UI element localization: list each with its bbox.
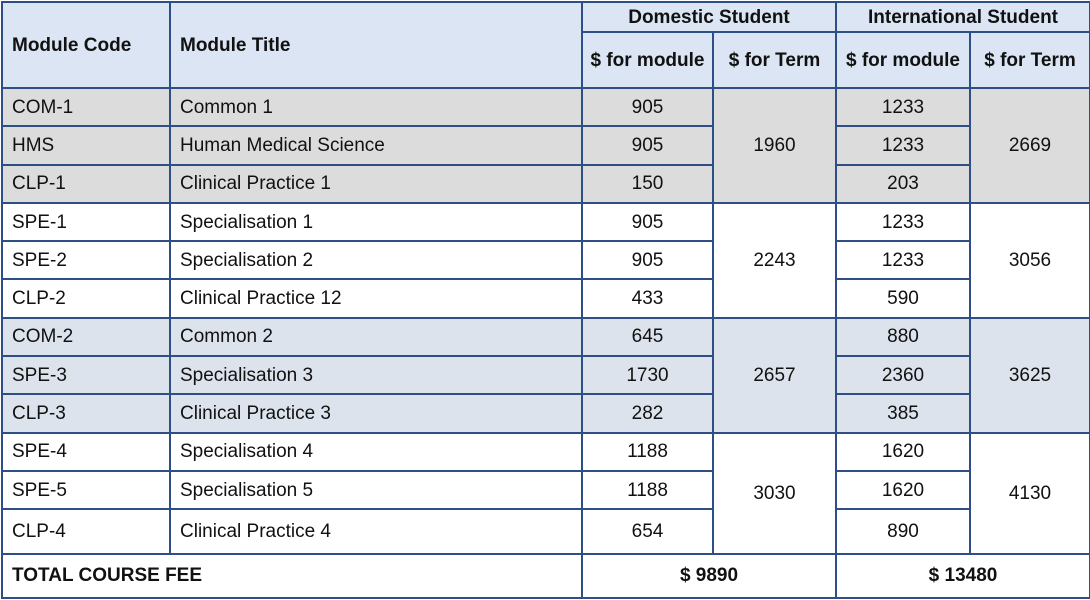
module-title: Common 1	[170, 88, 582, 126]
domestic-module-fee: 1188	[582, 433, 713, 471]
module-code: SPE-1	[2, 203, 170, 241]
module-code: COM-2	[2, 318, 170, 356]
module-title: Specialisation 5	[170, 471, 582, 509]
domestic-term-fee: 3030	[713, 433, 836, 554]
international-module-fee: 2360	[836, 356, 970, 394]
domestic-module-fee: 905	[582, 88, 713, 126]
table-row	[2, 241, 1090, 279]
domestic-module-fee: 905	[582, 241, 713, 279]
module-code: COM-1	[2, 88, 170, 126]
module-code: SPE-4	[2, 433, 170, 471]
international-module-fee: 590	[836, 279, 970, 317]
domestic-per-term-header: $ for Term	[713, 32, 836, 88]
table-row	[2, 165, 1090, 203]
table-row	[2, 203, 1090, 241]
module-code: CLP-4	[2, 509, 170, 553]
table-row	[2, 318, 1090, 356]
international-term-fee: 4130	[970, 433, 1090, 554]
table-row	[2, 356, 1090, 394]
module-title: Clinical Practice 4	[170, 509, 582, 553]
table-row	[2, 88, 1090, 126]
module-title: Specialisation 1	[170, 203, 582, 241]
module-code: SPE-3	[2, 356, 170, 394]
module-title-header: Module Title	[170, 2, 582, 88]
domestic-module-fee: 150	[582, 165, 713, 203]
domestic-term-fee: 1960	[713, 88, 836, 203]
international-module-fee: 890	[836, 509, 970, 553]
international-module-fee: 1233	[836, 126, 970, 164]
module-title: Specialisation 4	[170, 433, 582, 471]
module-title: Clinical Practice 12	[170, 279, 582, 317]
international-student-header: International Student	[836, 2, 1090, 32]
module-code: HMS	[2, 126, 170, 164]
total-row	[2, 554, 1090, 598]
domestic-per-module-header: $ for module	[582, 32, 713, 88]
table-row	[2, 279, 1090, 317]
module-code: SPE-2	[2, 241, 170, 279]
module-title: Clinical Practice 1	[170, 165, 582, 203]
domestic-term-fee: 2657	[713, 318, 836, 433]
domestic-module-fee: 433	[582, 279, 713, 317]
domestic-module-fee: 1188	[582, 471, 713, 509]
course-fee-table	[1, 1, 1090, 599]
international-module-fee: 1620	[836, 471, 970, 509]
international-module-fee: 1233	[836, 241, 970, 279]
domestic-module-fee: 1730	[582, 356, 713, 394]
table-row	[2, 126, 1090, 164]
total-course-fee-label: TOTAL COURSE FEE	[2, 554, 582, 598]
module-title: Specialisation 3	[170, 356, 582, 394]
international-module-fee: 1233	[836, 88, 970, 126]
module-code: CLP-2	[2, 279, 170, 317]
international-term-fee: 3625	[970, 318, 1090, 433]
international-module-fee: 1620	[836, 433, 970, 471]
international-module-fee: 1233	[836, 203, 970, 241]
module-code: CLP-1	[2, 165, 170, 203]
domestic-module-fee: 654	[582, 509, 713, 553]
module-title: Common 2	[170, 318, 582, 356]
international-module-fee: 385	[836, 394, 970, 432]
module-title: Human Medical Science	[170, 126, 582, 164]
international-term-fee: 2669	[970, 88, 1090, 203]
module-code-header: Module Code	[2, 2, 170, 88]
international-module-fee: 203	[836, 165, 970, 203]
domestic-total-fee: $ 9890	[582, 554, 836, 598]
domestic-module-fee: 645	[582, 318, 713, 356]
domestic-term-fee: 2243	[713, 203, 836, 318]
domestic-student-header: Domestic Student	[582, 2, 836, 32]
international-module-fee: 880	[836, 318, 970, 356]
international-total-fee: $ 13480	[836, 554, 1090, 598]
international-per-term-header: $ for Term	[970, 32, 1090, 88]
module-title: Clinical Practice 3	[170, 394, 582, 432]
table-row	[2, 394, 1090, 432]
module-title: Specialisation 2	[170, 241, 582, 279]
table-row	[2, 433, 1090, 471]
domestic-module-fee: 905	[582, 126, 713, 164]
module-code: CLP-3	[2, 394, 170, 432]
international-per-module-header: $ for module	[836, 32, 970, 88]
table-row	[2, 471, 1090, 509]
international-term-fee: 3056	[970, 203, 1090, 318]
domestic-module-fee: 905	[582, 203, 713, 241]
domestic-module-fee: 282	[582, 394, 713, 432]
module-code: SPE-5	[2, 471, 170, 509]
table-row	[2, 509, 1090, 553]
